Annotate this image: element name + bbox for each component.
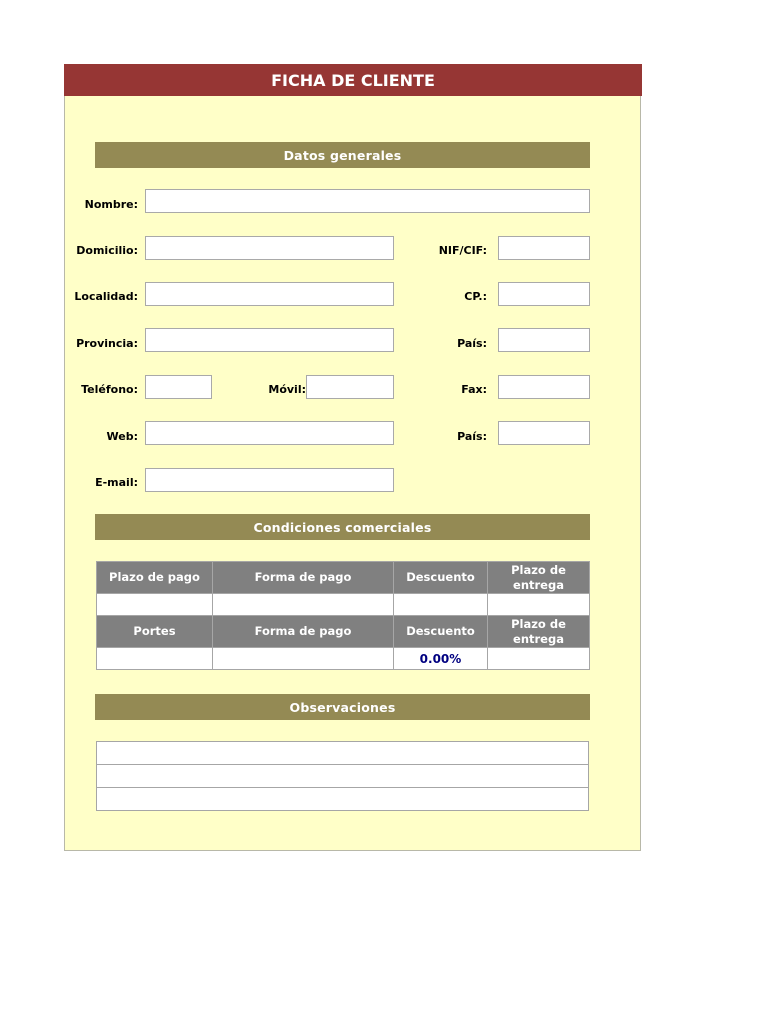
label-web: Web: bbox=[106, 430, 138, 443]
header-plazo-pago: Plazo de pago bbox=[97, 562, 213, 594]
table-row bbox=[97, 648, 590, 670]
cell-plazo-pago[interactable] bbox=[97, 594, 213, 616]
cp-field[interactable] bbox=[498, 282, 590, 306]
email-field[interactable] bbox=[145, 468, 394, 492]
label-pais-1: País: bbox=[457, 337, 487, 350]
web-field[interactable] bbox=[145, 421, 394, 445]
observation-line-3[interactable] bbox=[97, 788, 589, 811]
label-nombre: Nombre: bbox=[84, 198, 138, 211]
nombre-field[interactable] bbox=[145, 189, 590, 213]
observation-line-2[interactable] bbox=[97, 765, 589, 788]
cell-plazo-entrega[interactable] bbox=[488, 594, 590, 616]
table-header-row bbox=[97, 616, 590, 648]
label-pais-2: País: bbox=[457, 430, 487, 443]
header-forma-pago: Forma de pago bbox=[213, 562, 394, 594]
header-descuento: Descuento bbox=[394, 562, 488, 594]
section-observations-header: Observaciones bbox=[95, 694, 590, 720]
localidad-field[interactable] bbox=[145, 282, 394, 306]
label-cp: CP.: bbox=[464, 290, 487, 303]
form-title: FICHA DE CLIENTE bbox=[64, 64, 642, 96]
label-provincia: Provincia: bbox=[76, 337, 138, 350]
label-nif: NIF/CIF: bbox=[438, 244, 487, 257]
observation-line-1[interactable] bbox=[97, 742, 589, 765]
label-email: E-mail: bbox=[95, 476, 138, 489]
table-row bbox=[97, 594, 590, 616]
header-plazo-entrega: Plazo de entrega bbox=[488, 562, 590, 594]
label-domicilio: Domicilio: bbox=[76, 244, 138, 257]
label-telefono: Teléfono: bbox=[81, 383, 138, 396]
cell-forma-pago-2[interactable] bbox=[213, 648, 394, 670]
header-plazo-entrega-2: Plazo de entrega bbox=[488, 616, 590, 648]
commercial-conditions-table bbox=[96, 561, 590, 670]
cell-descuento-value[interactable]: 0.00% bbox=[394, 648, 488, 670]
header-forma-pago-2: Forma de pago bbox=[213, 616, 394, 648]
label-movil: Móvil: bbox=[268, 383, 306, 396]
nif-field[interactable] bbox=[498, 236, 590, 260]
fax-field[interactable] bbox=[498, 375, 590, 399]
section-commercial-header: Condiciones comerciales bbox=[95, 514, 590, 540]
label-fax: Fax: bbox=[461, 383, 487, 396]
pais-field-2[interactable] bbox=[498, 421, 590, 445]
domicilio-field[interactable] bbox=[145, 236, 394, 260]
pais-field-1[interactable] bbox=[498, 328, 590, 352]
form-sheet bbox=[64, 64, 641, 851]
cell-forma-pago[interactable] bbox=[213, 594, 394, 616]
table-header-row bbox=[97, 562, 590, 594]
header-portes: Portes bbox=[97, 616, 213, 648]
section-general-header: Datos generales bbox=[95, 142, 590, 168]
movil-field[interactable] bbox=[306, 375, 394, 399]
observations-table bbox=[96, 741, 589, 811]
cell-descuento[interactable] bbox=[394, 594, 488, 616]
telefono-field[interactable] bbox=[145, 375, 212, 399]
label-localidad: Localidad: bbox=[74, 290, 138, 303]
header-descuento-2: Descuento bbox=[394, 616, 488, 648]
cell-portes[interactable] bbox=[97, 648, 213, 670]
cell-plazo-entrega-2[interactable] bbox=[488, 648, 590, 670]
provincia-field[interactable] bbox=[145, 328, 394, 352]
